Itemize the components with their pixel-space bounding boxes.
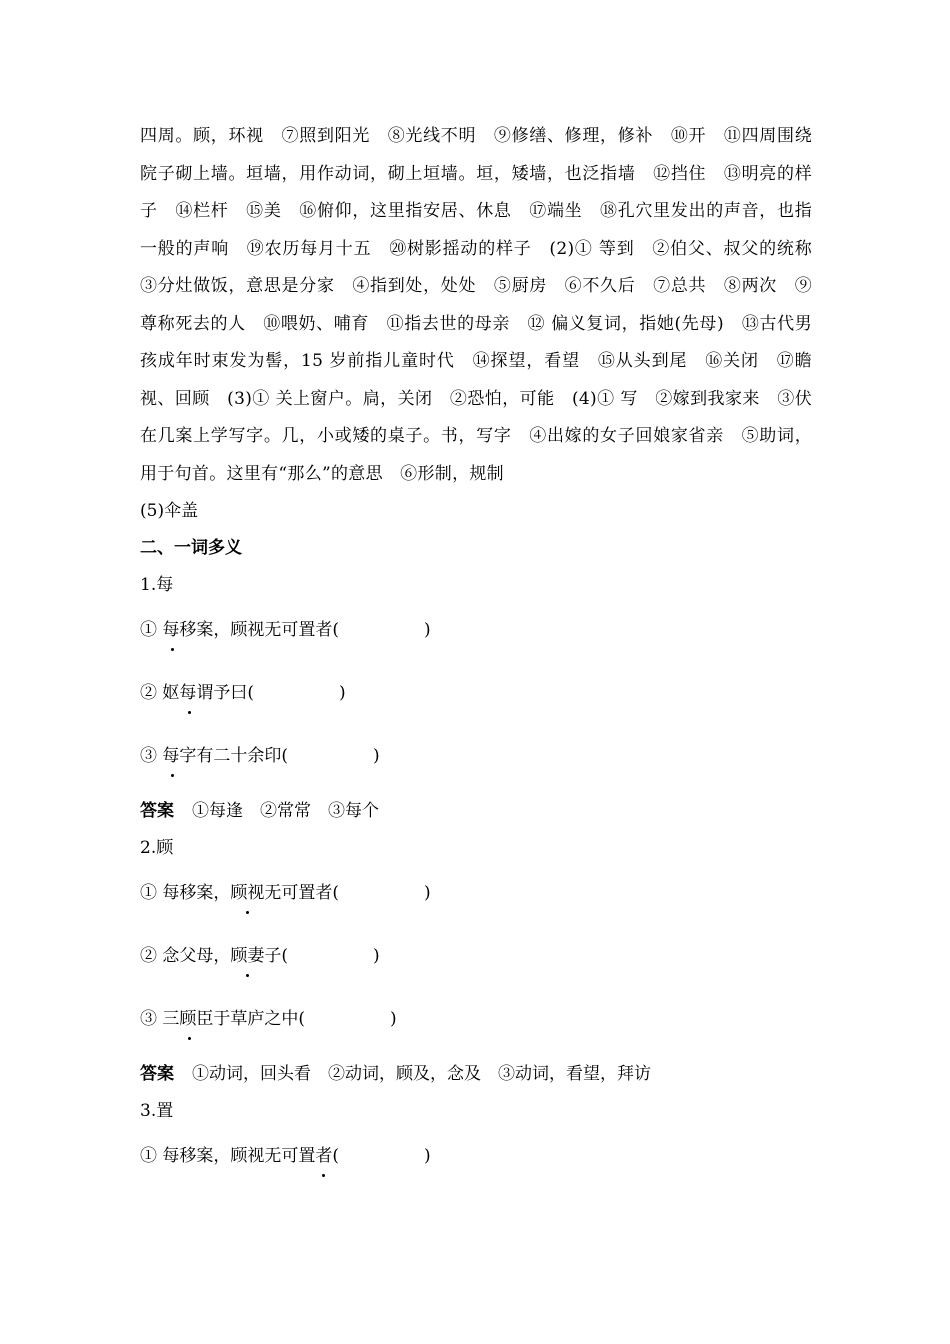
item-title: 2.顾 bbox=[140, 838, 174, 858]
answer-text: ①每逢 ②常常 ③每个 bbox=[192, 801, 379, 821]
example-text: ① 每移案，顾视无可置者( ) bbox=[140, 883, 431, 903]
example-text: ③ 三顾臣于草庐之中( ) bbox=[140, 1009, 397, 1029]
glossary-tail: (5)伞盖 bbox=[140, 501, 199, 521]
emphasis-dot bbox=[171, 774, 174, 777]
example-text: ③ 每字有二十余印( ) bbox=[140, 746, 380, 766]
emphasis-dot bbox=[322, 1174, 325, 1177]
example-sentence bbox=[140, 993, 812, 1056]
answer-line bbox=[140, 793, 812, 830]
example-sentence bbox=[140, 930, 812, 993]
example-text: ① 每移案，顾视无可置者( ) bbox=[140, 620, 431, 640]
emphasis-dot bbox=[188, 711, 191, 714]
answer-line bbox=[140, 1056, 812, 1093]
answer-label: 答案 bbox=[140, 1064, 174, 1084]
document-page bbox=[140, 118, 830, 1193]
answer-label: 答案 bbox=[140, 801, 174, 821]
emphasis-dot bbox=[188, 1037, 191, 1040]
item-title: 1.每 bbox=[140, 575, 174, 595]
example-sentence bbox=[140, 667, 812, 730]
item-title: 3.置 bbox=[140, 1101, 174, 1121]
example-text: ② 妪每谓予曰( ) bbox=[140, 683, 346, 703]
section-title: 二、一词多义 bbox=[140, 538, 242, 558]
answer-text: ①动词，回头看 ②动词，顾及，念及 ③动词，看望，拜访 bbox=[192, 1064, 651, 1084]
example-sentence bbox=[140, 604, 812, 667]
example-sentence bbox=[140, 867, 812, 930]
emphasis-dot bbox=[246, 911, 249, 914]
emphasis-dot bbox=[171, 648, 174, 651]
glossary-paragraph: 四周。顾，环视 ⑦照到阳光 ⑧光线不明 ⑨修缮、修理，修补 ⑩开 ⑪四周围绕院子砌上墙。垣墙，用作动词，砌上垣墙。垣，矮墙，也泛指墙 ⑫挡住 ⑬明亮的样子 ⑭栏杆 ⑮美 ⑯俯仰，这里指安居、休息 ⑰端坐 ⑱孔穴里发出的声音，也指一般的声响 ⑲农历每月十五 ⑳树影摇动的样子 (2)① 等到 ②伯父、叔父的统称 ③分灶做饭，意思是分家 ④指到处，处处 ⑤厨房 ⑥不久后 ⑦总共 ⑧两次 ⑨尊称死去的人 ⑩喂奶、哺育 ⑪指去世的母亲 ⑫ 偏义复词，指她(先母) ⑬古代男孩成年时束发为髻，15 岁前指儿童时代 ⑭探望，看望 ⑮从头到尾 ⑯关闭 ⑰瞻视、回顾 (3)① 关上窗户。扃，关闭 ②恐怕，可能 (4)① 写 ②嫁到我家来 ③伏在几案上学写字。几，小或矮的桌子。书，写字 ④出嫁的女子回娘家省亲 ⑤助词，用于句首。这里有“那么”的意思 ⑥形制，规制 bbox=[140, 126, 830, 484]
example-text: ① 每移案，顾视无可置者( ) bbox=[140, 1146, 431, 1166]
example-sentence bbox=[140, 730, 812, 793]
example-text: ② 念父母，顾妻子( ) bbox=[140, 946, 380, 966]
example-sentence bbox=[140, 1130, 812, 1193]
emphasis-dot bbox=[246, 974, 249, 977]
